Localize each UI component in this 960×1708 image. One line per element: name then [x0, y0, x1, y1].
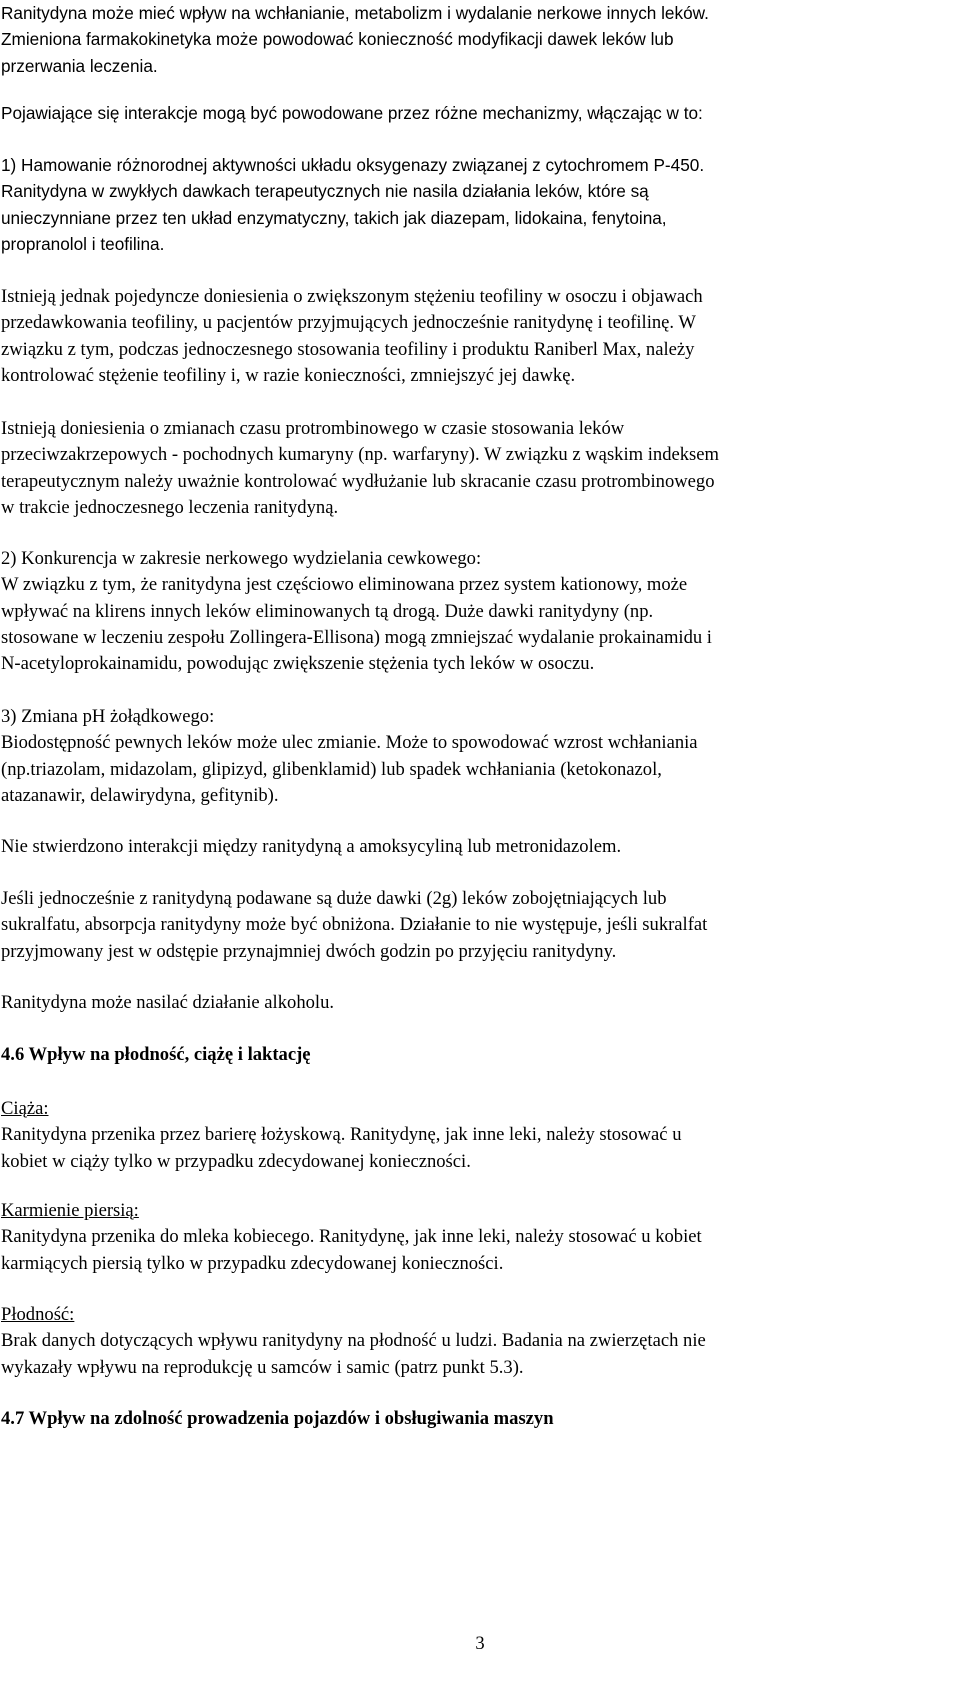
- text-line: Biodostępność pewnych leków może ulec zmianie. Może to spowodować wzrost wchłaniania: [1, 732, 698, 754]
- text-line: N-acetyloprokainamidu, powodując zwiększenie stężenia tych leków w osoczu.: [1, 653, 595, 675]
- text-line: przyjmowany jest w odstępie przynajmniej dwóch godzin po przyjęciu ranitydyny.: [1, 940, 617, 962]
- text-line: przedawkowania teofiliny, u pacjentów przyjmujących jednocześnie ranitydynę i teofilinę. W: [1, 312, 696, 334]
- paragraph-point-1: [1, 152, 951, 257]
- text-line: (np.triazolam, midazolam, glipizyd, glibenklamid) lub spadek wchłaniania (ketokonazol,: [1, 758, 662, 780]
- text-line: terapeutycznym należy uważnie kontrolować wydłużanie lub skracanie czasu protrombinowego: [1, 470, 715, 492]
- text-line: 1) Hamowanie różnorodnej aktywności układu oksygenazy związanej z cytochromem P-450.: [1, 155, 705, 175]
- paragraph-point-3: [1, 704, 951, 809]
- paragraph-antacids: [1, 886, 951, 965]
- text-line: stosowane w leczeniu zespołu Zollingera-Ellisona) mogą zmniejszać wydalanie prokainamidu i: [1, 626, 712, 648]
- text-line: propranolol i teofilina.: [1, 233, 165, 254]
- text-line: Ranitydyna może nasilać działanie alkoholu.: [1, 992, 335, 1013]
- paragraph-mechanisms-intro: [1, 100, 951, 126]
- text-line: Zmieniona farmakokinetyka może powodować konieczność modyfikacji dawek leków lub: [1, 29, 674, 50]
- heading-text: 4.6 Wpływ na płodność, ciążę i laktację: [1, 1044, 311, 1065]
- section-heading-4-7: [1, 1406, 951, 1432]
- text-line: Ranitydyna w zwykłych dawkach terapeutycznych nie nasila działania leków, które są: [1, 181, 649, 202]
- text-line: 2) Konkurencja w zakresie nerkowego wydzielania cewkowego:: [1, 548, 482, 569]
- paragraph-prothrombin: [1, 416, 951, 521]
- text-line: związku z tym, podczas jednoczesnego stosowania teofiliny i produktu Raniberl Max, należy: [1, 338, 695, 360]
- text-line: Istnieją doniesienia o zmianach czasu protrombinowego w czasie stosowania leków: [1, 418, 625, 439]
- text-line: w trakcie jednoczesnego leczenia ranitydyną.: [1, 496, 339, 518]
- paragraph-theophylline: [1, 284, 951, 389]
- text-line: unieczynniane przez ten układ enzymatyczny, takich jak diazepam, lidokaina, fenytoina,: [1, 207, 667, 228]
- subsection-pregnancy: [1, 1096, 951, 1175]
- paragraph-intro: [1, 0, 951, 79]
- text-line: Nie stwierdzono interakcji między ranitydyną a amoksycyliną lub metronidazolem.: [1, 836, 622, 857]
- text-line: przerwania leczenia.: [1, 55, 158, 76]
- paragraph-point-2: [1, 546, 951, 677]
- text-line: 3) Zmiana pH żołądkowego:: [1, 706, 215, 727]
- text-line: wpływać na klirens innych leków eliminowanych tą drogą. Duże dawki ranitydyny (np.: [1, 600, 654, 622]
- text-line: kobiet w ciąży tylko w przypadku zdecydowanej konieczności.: [1, 1150, 471, 1172]
- subsection-breastfeeding: [1, 1198, 951, 1277]
- text-line: Ranitydyna może mieć wpływ na wchłanianie, metabolizm i wydalanie nerkowe innych leków.: [1, 3, 709, 23]
- text-line: wykazały wpływu na reprodukcję u samców i samic (patrz punkt 5.3).: [1, 1356, 524, 1378]
- subheading-fertility: Płodność:: [1, 1304, 75, 1325]
- text-line: sukralfatu, absorpcja ranitydyny może być obniżona. Działanie to nie występuje, jeśli sukralfat: [1, 914, 708, 936]
- text-line: Ranitydyna przenika do mleka kobiecego. Ranitydynę, jak inne leki, należy stosować u kobiet: [1, 1226, 702, 1248]
- text-line: Brak danych dotyczących wpływu ranitydyny na płodność u ludzi. Badania na zwierzętach nie: [1, 1330, 706, 1352]
- text-line: atazanawir, delawirydyna, gefitynib).: [1, 784, 279, 806]
- text-line: przeciwzakrzepowych - pochodnych kumaryny (np. warfaryny). W związku z wąskim indeksem: [1, 444, 720, 466]
- heading-text: 4.7 Wpływ na zdolność prowadzenia pojazdów i obsługiwania maszyn: [1, 1408, 554, 1429]
- paragraph-no-interaction: [1, 834, 951, 860]
- subheading-pregnancy: Ciąża:: [1, 1098, 49, 1119]
- subheading-breastfeeding: Karmienie piersią:: [1, 1200, 139, 1221]
- text-line: kontrolować stężenie teofiliny i, w razie konieczności, zmniejszyć jej dawkę.: [1, 364, 576, 386]
- text-line: Istnieją jednak pojedyncze doniesienia o zwiększonym stężeniu teofiliny w osoczu i objawach: [1, 286, 703, 307]
- section-heading-4-6: [1, 1042, 951, 1068]
- paragraph-alcohol: [1, 990, 951, 1016]
- subsection-fertility: [1, 1302, 951, 1381]
- text-line: Ranitydyna przenika przez barierę łożyskową. Ranitydynę, jak inne leki, należy stosować u: [1, 1124, 682, 1146]
- text-line: karmiących piersią tylko w przypadku zdecydowanej konieczności.: [1, 1252, 504, 1274]
- text-line: Pojawiające się interakcje mogą być powodowane przez różne mechanizmy, włączając w to:: [1, 103, 703, 123]
- page-number: 3: [475, 1633, 485, 1654]
- text-line: W związku z tym, że ranitydyna jest częściowo eliminowana przez system kationowy, może: [1, 574, 688, 596]
- text-line: Jeśli jednocześnie z ranitydyną podawane są duże dawki (2g) leków zobojętniających lub: [1, 888, 667, 909]
